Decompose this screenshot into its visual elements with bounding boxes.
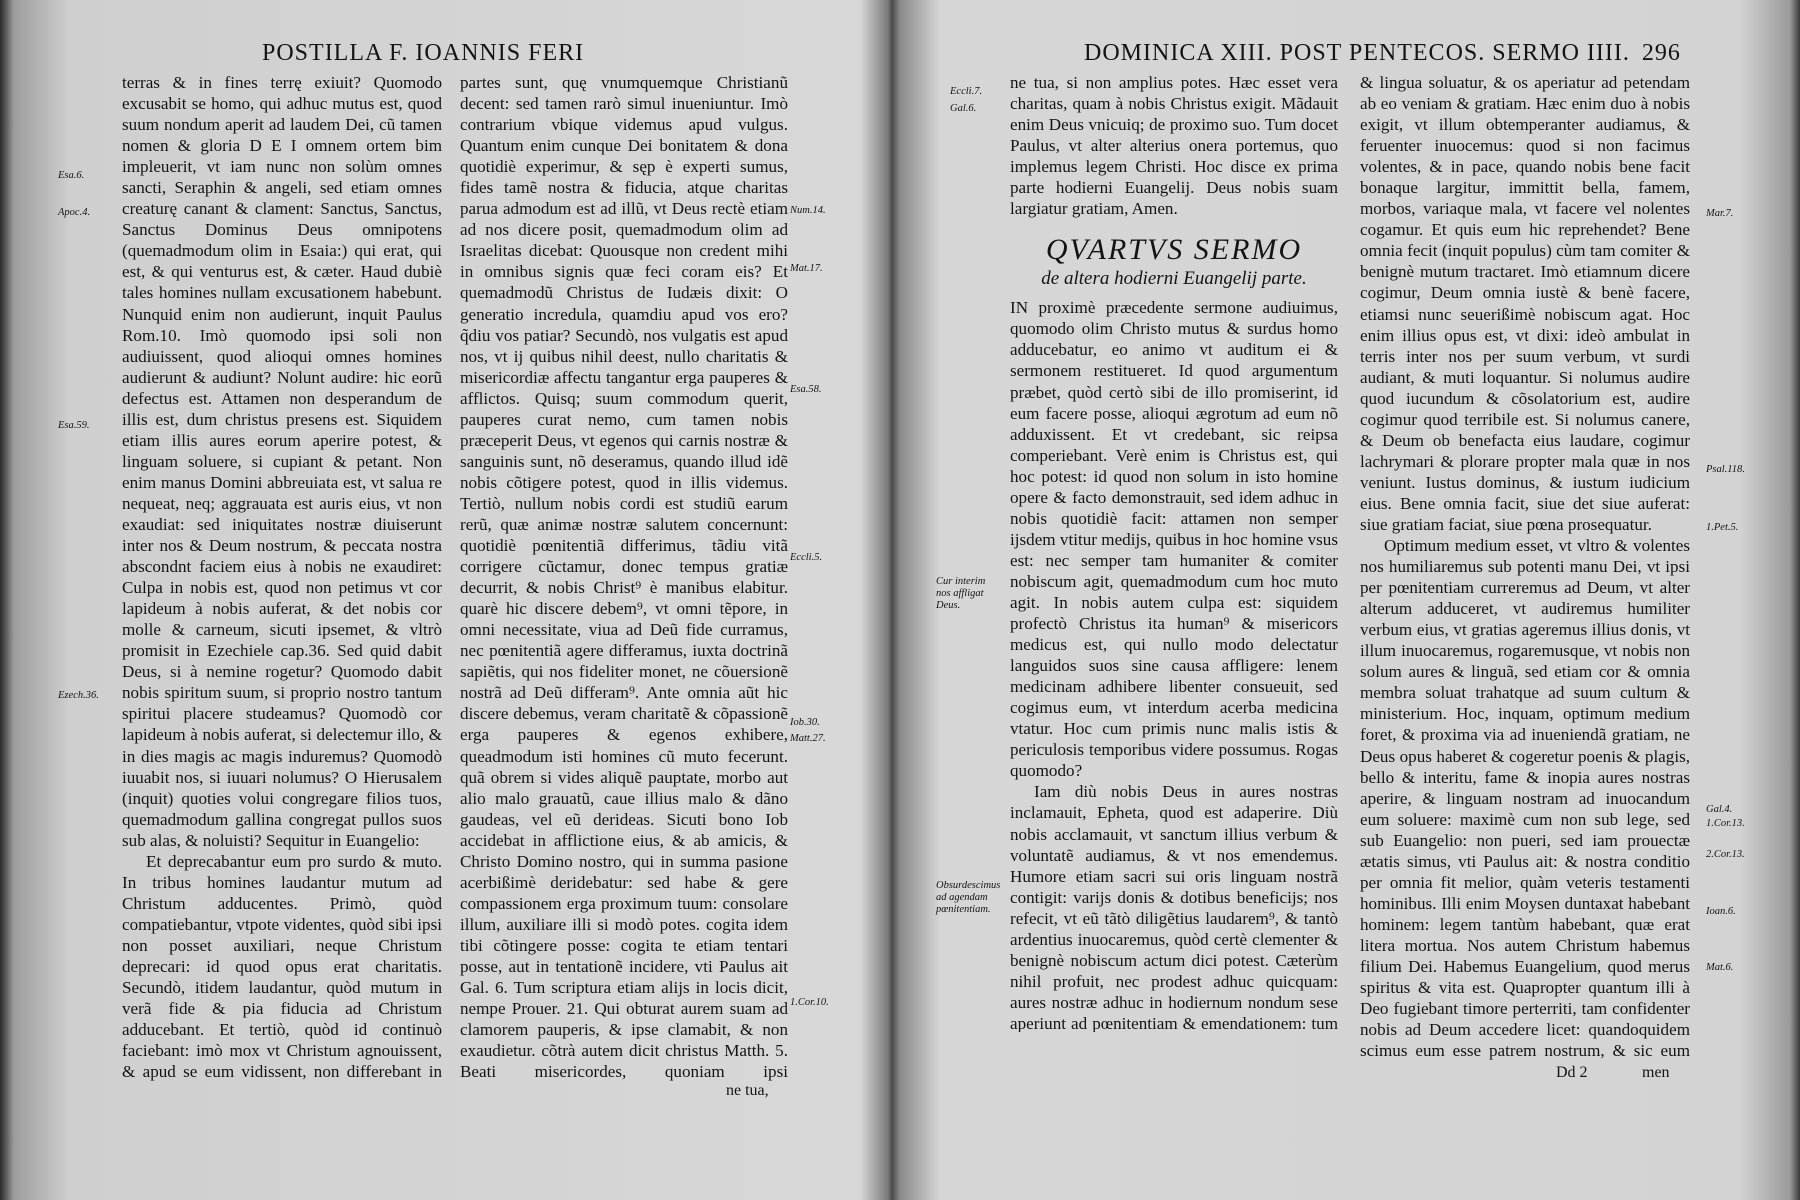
margin-note: 1.Pet.5. (1706, 522, 1739, 533)
right-catchword: men (1642, 1064, 1670, 1081)
margin-note: Ezech.36. (58, 690, 99, 701)
margin-note: Num.14. (790, 205, 826, 216)
right-col2-para-1: & lingua soluatur, & os aperiatur ad petendam ab eo veniam & gratiam. Hæc enim duo à nobis exigit, vt illum obtemperanter audiamus, & feruenter inuocemus: quod si non facimus volentes, & in pace, quando nobis bene facit bonaque largitur, immittit bella, famem, morbos, variaque mala, vt facere vel nolentes cogamur. Et quis eum hic reprehendet? Bene omnia fecit (inquit populus) cùm tam comiter & benignè mutum tractaret. Imò etiamnum dicere cogimur, Deum omnia iustè & benè facere, etiamsi nunc seuerißimè nobiscum agat. Hoc enim illius opus est, vt dixi: ideò ambulat in terris inter nos per suum verbum, vt surdi audiant, & muti loquantur. Si nolumus audire quod iucundum & cõsolatorium est, audire cogimur quod terribile est. Si nolumus canere, & Deum ob benefacta eius laudare, cogimur lachrymari & plorare propter mala quæ in nos veniunt. Iustus dominus, & iustum iudicium eius. Bene omnia facit, siue det siue auferat: siue gratiam faciat, siue pœna prosequatur. (1360, 73, 1690, 534)
left-page (0, 0, 890, 1200)
margin-note: 1.Cor.13. (1706, 818, 1745, 829)
left-column-1 (122, 72, 442, 1082)
margin-note: Mar.7. (1706, 208, 1734, 219)
margin-note: Mat.6. (1706, 962, 1734, 973)
left-running-head: POSTILLA F. IOANNIS FERI (262, 40, 585, 66)
margin-note: Ioan.6. (1706, 906, 1736, 917)
left-catchword: ne tua, (726, 1082, 769, 1099)
right-col1-para-2: Iam diù nobis Deus in aures nostras inclamauit, Epheta, quod est adaperire. Diù nobis acclamauit, vt sanctum illius verbum & voluntatẽ audiamus, & vt nos emendemus. Humore etiam sacri sui oris linguam nostrã contigit: varijs donis & dotibus beneficijs; nos refecit, vt eũ tãtò diligẽtius laudarem⁹, & tantò ardentius inuocaremus, quòd certè clementer & benignè nobiscum actum dici potest. Cæterùm nihil profuit, nec prodest adhuc quicquam: aures nostræ adhuc in hodiernum nondum sese aperiunt ad pœnitentiam & emendationem: tum (1010, 782, 1338, 1032)
margin-note: Apoc.4. (58, 207, 91, 218)
left-column-2 (460, 72, 788, 1082)
margin-note: 1.Cor.10. (790, 997, 829, 1008)
page-number: 296 (1641, 40, 1681, 66)
margin-note: Iob.30. (790, 717, 820, 728)
margin-note: Gal.6. (950, 103, 977, 114)
margin-note: Matt.27. (790, 733, 826, 744)
left-col1-para-1: terras & in fines terrę exiuit? Quomodo excusabit se homo, qui adhuc mutus est, quod suum nondum aperit ad laudem Dei, cũ tamen nomen & gloria D E I omnem ortem bim impleuerit, vt iam nunc non solùm omnes sancti, Seraphin & angeli, sed etiam omnes creaturę canant & clament: Sanctus, Sanctus, Sanctus Dominus Deus omnipotens (quemadmodum olim in Esaia:) qui erat, qui est, & qui venturus est, & cæter. Haud dubiè tales homines nullam excusationem habebunt. Nunquid enim non audierunt, inquit Paulus Rom.10. Imò quomodo ipsi soli non audiuissent, quod alioqui omnes homines audierunt & audiunt? Nolunt audire: hic eorũ defectus est. Attamen non desperandum de illis est, dum christus presens est. Siquidem etiam illis aures eorum aperire potest, & linguam soluere, si cupiant & petant. Non enim manus Domini abbreuiata est, vt salua re nequeat, neq; aggrauata est auris eius, vt non exaudiat: sed iniquitates nostræ diuiserunt inter nos & Deum nostrum, & peccata nostra abscondnt faciem eius à nobis ne exaudiret: Culpa in nobis est, quod non petimus vt cor lapideum à nobis auferat, & det nobis cor molle & carneum, sicuti ipsemet, & vltrò promisit in Ezechiele cap.36. Sed quid dabit Deus, si à nemine rogetur? Quomodo dabit nobis spiritum suum, si proprio nostro tantum spiritui placere studeamus? Quomodò cor lapideum à nobis auferat, si delectemur illo, & in dies magis ac magis induremus? Quomodò iuuabit nos, si iuuari nolumus? O Hierusalem (inquit) quoties volui congregare filios tuos, quemadmodum gallina congregat pullos suos sub alas, & noluisti? Sequitur in Euangelio: (122, 73, 442, 850)
margin-note: Eccli.5. (790, 552, 823, 563)
margin-note: Eccli.7. (950, 86, 983, 97)
right-col1-intro: ne tua, si non amplius potes. Hæc esset vera charitas, quam à nobis Christus exigit. Mãdauit enim Deus vnicuiq; de proximo suo. Tum docet Paulus, vt alter alterius onera portemus, quo implemus legem Christi. Hoc disce ex prima parte hodierni Euangelij. Deus nobis suam largiatur gratiam, Amen. (1010, 73, 1338, 219)
margin-note: Psal.118. (1706, 464, 1745, 475)
right-column-2 (1360, 72, 1690, 1062)
sermon-heading (1010, 233, 1338, 291)
margin-note: Esa.58. (790, 384, 822, 395)
sermon-title: QVARTVS SERMO (1045, 233, 1303, 267)
sermon-subtitle: de altera hodierni Euangelij parte. (1041, 268, 1307, 290)
right-running-head (1084, 40, 1681, 67)
right-col1-para-1: IN proximè præcedente sermone audiuimus, quomodo olim Christo mutus & surdus homo adducebatur, eo animo vt auditum ei & sermonem restitueret. Id quod argumentum præbet, quòd certò sibi de illo promiserint, id eum facere posse, alioqui ægrotum ad eum nõ adduxissent. Et vt credebant, sic reipsa comperiebant. Verè enim is Christus est, qui hoc potest: id quod non solum in isto homine opere & facto demonstrauit, sed idem adhuc in nobis quotidiè facit: attamen non semper ijsdem vtitur medijs, quibus in hoc homine vsus est: nec semper tam humaniter & comiter nobiscum agit, quemadmodum cum hoc muto agit. In nobis autem culpa est: siquidem profectò Christus ita human⁹ & misericors medicus est, qui nullo modo delectatur languidos suos sine causa affligere: lenem medicinam adhibere libenter consueuit, sed cogimus eum, vt interdum acerba medicina vtatur. Hoc cum primis nunc malis istis & periculosis temporibus videre possumus. Rogas quomodo? (1010, 298, 1338, 781)
margin-note: Esa.6. (58, 170, 85, 181)
margin-note-block: Cur interim nos affligat Deus. (936, 576, 986, 611)
right-col2-para-2: Optimum medium esset, vt vltro & volentes nos humiliaremus sub potenti manu Dei, vt ipsi per pœnitentiam curreremus ad Deum, vt alter alterum adduceret, vt audiremus humiliter verbum eius, vt gratias ageremus illius donis, vt illum inuocaremus, rogaremusque, vt nobis non solum aures & linguã, sed etiam cor & omnia membra soluat trahatque ad suum cultum & ministerium. Hoc, inquam, optimum medium foret, & proxima via ad inueniendã gratiam, ne Deus opus haberet & cogeretur poenis & plagis, bello & interitu, fame & inopia aures nostras aperire, & linguam nostram ad inuocandum eum soluere: maximè cum non sub lege, sed sub Euangelio: non pueri, sed iam prouectæ ætatis simus, vti Paulus ait: & nostra conditio per omnia fit melior, quàm veteris testamenti hominibus. Illi enim Moysen duntaxat habebant hominem: legem tantùm habebant, quæ erat litera mortua. Nos autem Christum habemus filium Dei. Habemus Euangelium, quod merus spiritus & vita est. Quapropter quantum illi à Deo fugiebant timore perterriti, tam confidenter nobis ad Deum accedere licet: quandoquidem scimus eum esse patrem nostrum, & sic eum (1360, 536, 1690, 1061)
margin-note: 2.Cor.13. (1706, 849, 1745, 860)
margin-note: Gal.4. (1706, 804, 1733, 815)
left-col2-para-1: partes sunt, quę vnumquemque Christianũ decent: sed tamen rarò simul inueniuntur. Imò contrarium vbique videmus apud vulgus. Quantum enim cunque Dei bonitatem & dona quotidiè experimur, & sęp è experti sumus, fides tamẽ nostra & fiducia, atque charitas parua admodum est ad illũ, vt Deus rectè etiam ad nos dicere posit, quemadmodum olim ad Israelitas dicebat: Quousque non credent mihi in omnibus signis quæ feci coram eis? Et quemadmodũ Christus de Iudæis dixit: O generatio incredula, quamdiu apud vos ero? q̃diu vos patiar? Secundò, nos vulgatis est apud nos, vt ij quibus nihil deest, nullo charitatis & misericordiæ affectu tangantur erga pauperes & afflictos. Quisq; suum commodum querit, pauperes curat nemo, cum tamen nobis præceperit Deus, vt egenos qui carnis nostræ & sanguinis sunt, nõ deseramus, quando illud idẽ nobis cõtigere potest, quod in illis videmus. Tertiò, nullum nobis cordi est studiũ earum rerũ, quæ animæ nostræ salutem concernunt: quotidiè pœnitentiã differimus, tãdiu vitã corrigere cũctamur, donec tempus gratiæ decurrit, & nobis Christ⁹ è manibus elabitur. quarè hic discere debem⁹, vt omni tẽpore, in omni necessitate, viua ad Deũ fide curramus, nec pœnitentiã agere differamus, iuxta doctrinã sapiẽtis, qui nos fideliter monet, ne cõuersionẽ nostrã ad Deũ differam⁹. Ante omnia aũt hic discere debemus, veram charitatẽ & cõpassionẽ erga pauperes & egenos exhibere, queadmodum isti homines cũ muto fecerunt. quã obrem si vides aliquẽ pauptate, morbo aut alio malo grauatũ, caue illius malo & dãno gaudeas, vel eũ derideas. Sicuti bono Iob accidebat in afflictione eius, & ab amicis, & Christo Domino nostro, qui in summa pasione acerbißimè deridebatur: sed habe & gere compassionem erga proximum tuum: consolare illum, auxiliare illi si modò potes. cogita idem tibi cõtingere posse: cogita te etiam tentari posse, aut in tentationẽ incidere, vti Paulus ait Gal. 6. Tum scriptura etiam alijs in locis dicit, nempe Prouer. 21. Qui obturat aurem suam ad clamorem pauperis, & ipse clamabit, & non exaudietur. cõtrà autem dicit christus Matth. 5. Beati misericordes, quoniam ipsi (460, 73, 788, 1082)
right-column-1 (1010, 72, 1338, 1032)
right-page (900, 0, 1800, 1200)
margin-note-block: Obsurdescimus ad agendam pœnitentiam. (936, 880, 1001, 915)
margin-note: Esa.59. (58, 420, 90, 431)
signature-mark: Dd 2 (1556, 1064, 1588, 1081)
right-running-head-title: DOMINICA XIII. POST PENTECOS. SERMO IIII. (1084, 40, 1630, 66)
left-col1-para-2: Et deprecabantur eum pro surdo & muto. In tribus homines laudantur mutum ad Christum adducentes. Primò, quòd compatiebantur, vtpote videntes, quòd sibi ipsi non posset auxiliari, neque Christum deprecari: id quod opus erat charitatis. Secundò, itidem laudantur, quòd mutum in verã fide & pia fiducia ad Christum adducebant. Et tertiò, quòd id continuò faciebant: imò mox vt Christum agnouissent, & apud se eum vidissent, non differebant in (122, 851, 442, 1082)
margin-note: Mat.17. (790, 263, 823, 274)
